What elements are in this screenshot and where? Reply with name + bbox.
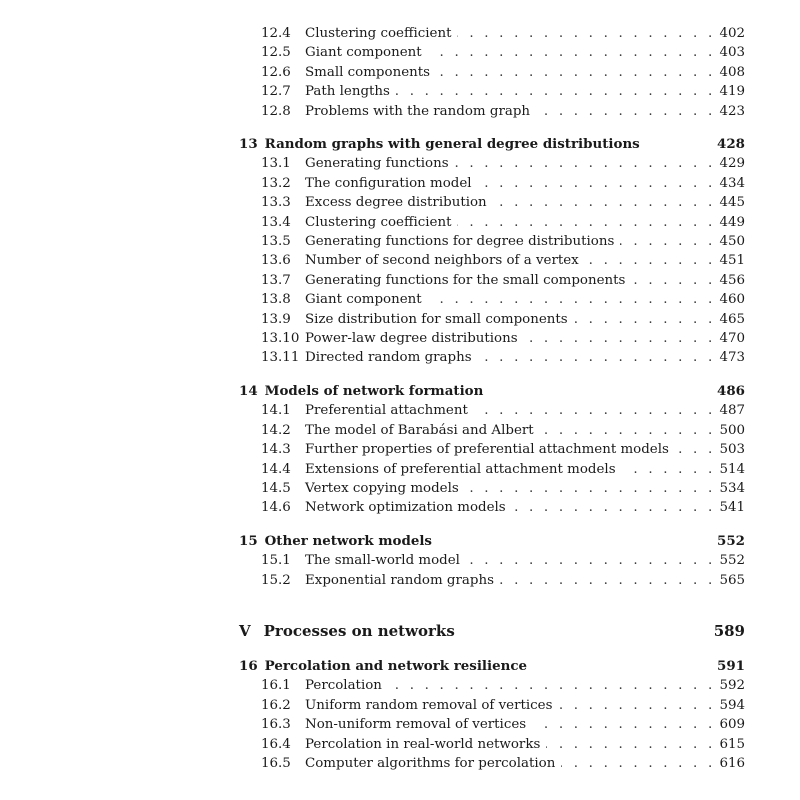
toc-chapter-row[interactable] bbox=[239, 657, 745, 676]
toc-page-number: 402 bbox=[719, 26, 745, 41]
toc-page-number: 419 bbox=[719, 84, 745, 100]
dot-leader bbox=[466, 551, 715, 570]
toc-section-row[interactable] bbox=[239, 754, 745, 773]
dot-leader bbox=[478, 174, 716, 193]
toc-entry-title: Percolation and network resilience bbox=[264, 658, 528, 674]
toc-entry-title: Non-uniform removal of vertices bbox=[305, 717, 527, 733]
toc-entry-number: 14.1 bbox=[261, 403, 291, 419]
toc-entry-number: 16.2 bbox=[261, 697, 291, 713]
toc-entry-title: Excess degree distribution bbox=[305, 195, 487, 211]
toc-section-row[interactable] bbox=[239, 440, 745, 459]
toc-entry-number: 16.3 bbox=[261, 717, 291, 733]
toc-entry-title: Random graphs with general degree distributions bbox=[264, 136, 640, 152]
dot-leader bbox=[561, 754, 715, 773]
toc-entry-title: Uniform random removal of vertices bbox=[305, 697, 553, 713]
toc-section-row[interactable] bbox=[239, 174, 745, 193]
toc-page-number: 456 bbox=[719, 272, 745, 288]
dot-leader bbox=[465, 479, 716, 498]
toc-section-row[interactable] bbox=[239, 696, 745, 715]
toc-entry-title: Other network models bbox=[264, 533, 432, 549]
toc-page-number: 592 bbox=[719, 678, 745, 694]
toc-section-row[interactable] bbox=[239, 290, 745, 309]
toc-section-row[interactable] bbox=[239, 251, 745, 270]
dot-leader bbox=[388, 676, 716, 695]
toc-entry-number: 12.7 bbox=[261, 84, 291, 100]
toc-entry-number: 14.3 bbox=[261, 442, 291, 458]
toc-section-row[interactable] bbox=[239, 348, 745, 367]
toc-page-number: 450 bbox=[719, 234, 745, 249]
dot-leader bbox=[512, 498, 716, 517]
toc-page-number: 500 bbox=[719, 422, 745, 438]
toc-entry-number: V bbox=[239, 622, 251, 640]
dot-leader bbox=[428, 290, 716, 309]
toc-page-number: 451 bbox=[719, 253, 745, 269]
toc-page-number: 434 bbox=[719, 175, 745, 191]
toc-entry-number: 13.5 bbox=[261, 234, 291, 249]
toc-entry-number: 13.6 bbox=[261, 253, 291, 269]
toc-section-row[interactable] bbox=[239, 310, 745, 329]
toc-page-number: 465 bbox=[719, 311, 745, 327]
dot-leader bbox=[436, 63, 715, 82]
toc-entry-number: 13.9 bbox=[261, 311, 291, 327]
toc-page-number: 615 bbox=[719, 736, 745, 752]
toc-page-number: 552 bbox=[719, 553, 745, 569]
dot-leader bbox=[532, 715, 715, 734]
dot-leader bbox=[546, 735, 715, 754]
toc-section-row[interactable] bbox=[239, 271, 745, 290]
toc-entry-title: Models of network formation bbox=[264, 383, 484, 399]
toc-page-number: 541 bbox=[719, 500, 745, 516]
toc-section-row[interactable] bbox=[239, 329, 745, 348]
toc-entry-number: 13.4 bbox=[261, 214, 291, 230]
toc-entry-title: Network optimization models bbox=[305, 500, 506, 516]
toc-entry-title: Path lengths bbox=[305, 84, 390, 100]
toc-entry-number: 14 bbox=[239, 383, 258, 399]
toc-entry-title: The small-world model bbox=[305, 553, 460, 569]
toc-entry-title: Number of second neighbors of a vertex bbox=[305, 253, 579, 269]
toc-entry-number: 13.2 bbox=[261, 175, 291, 191]
toc-entry-number: 13 bbox=[239, 136, 258, 152]
toc-section-row[interactable] bbox=[239, 551, 745, 570]
dot-leader bbox=[574, 310, 716, 329]
toc-section-row[interactable] bbox=[239, 63, 745, 82]
toc-entry-title: The model of Barabási and Albert bbox=[305, 422, 534, 438]
toc-page-number: 423 bbox=[719, 103, 745, 119]
toc-entry-number: 13.1 bbox=[261, 156, 291, 172]
toc-page-number: 565 bbox=[719, 572, 745, 588]
dot-leader bbox=[457, 213, 715, 232]
toc-entry-number: 13.8 bbox=[261, 292, 291, 308]
dot-leader bbox=[500, 571, 715, 590]
toc-entry-title: Size distribution for small components bbox=[305, 311, 568, 327]
toc-entry-number: 15.1 bbox=[261, 553, 291, 569]
toc-entry-number: 14.6 bbox=[261, 500, 291, 516]
toc-entry-title: Giant component bbox=[305, 45, 422, 61]
toc-entry-number: 14.2 bbox=[261, 422, 291, 438]
toc-section-row[interactable] bbox=[239, 82, 745, 101]
toc-page-number: 487 bbox=[719, 403, 745, 419]
toc-section-row[interactable] bbox=[239, 102, 745, 121]
toc-page-number: 609 bbox=[719, 717, 745, 733]
toc-entry-title: Percolation in real-world networks bbox=[305, 736, 541, 752]
toc-page-number: 616 bbox=[719, 756, 745, 771]
dot-leader bbox=[396, 82, 716, 101]
toc-page-number: 429 bbox=[719, 156, 745, 172]
toc-section-row[interactable] bbox=[239, 401, 745, 420]
toc-entry-number: 12.6 bbox=[261, 64, 291, 80]
toc-entry-title: Further properties of preferential attachment models bbox=[305, 442, 669, 458]
toc-page-number: 591 bbox=[717, 658, 745, 674]
toc-page-number: 408 bbox=[719, 64, 745, 80]
toc-section-row[interactable] bbox=[239, 571, 745, 590]
toc-entry-number: 16.5 bbox=[261, 756, 291, 771]
toc-entry-title: Vertex copying models bbox=[305, 481, 459, 496]
toc-entry-title: Computer algorithms for percolation bbox=[305, 756, 556, 771]
toc-entry-title: Preferential attachment bbox=[305, 403, 468, 419]
toc-page-number: 589 bbox=[713, 622, 745, 640]
toc-entry-number: 15 bbox=[239, 533, 258, 549]
toc-entry-number: 12.5 bbox=[261, 45, 291, 61]
toc-section-row[interactable] bbox=[239, 232, 745, 251]
toc-page-number: 594 bbox=[719, 697, 745, 713]
toc-section-row[interactable] bbox=[239, 676, 745, 695]
toc-chapter-row[interactable] bbox=[239, 382, 745, 401]
toc-entry-title: The configuration model bbox=[305, 175, 472, 191]
toc-section-row[interactable] bbox=[239, 193, 745, 212]
toc-section-row[interactable] bbox=[239, 498, 745, 517]
toc-page-number: 552 bbox=[717, 533, 745, 549]
dot-leader bbox=[620, 232, 715, 251]
toc-entry-number: 15.2 bbox=[261, 572, 291, 588]
dot-leader bbox=[540, 421, 716, 440]
toc-chapter-row[interactable] bbox=[239, 532, 745, 551]
toc-entry-title: Exponential random graphs bbox=[305, 572, 494, 588]
toc-section-row[interactable] bbox=[239, 479, 745, 498]
dot-leader bbox=[536, 102, 715, 121]
toc-section-row[interactable] bbox=[239, 421, 745, 440]
toc-entry-title: Percolation bbox=[305, 678, 382, 694]
dot-leader bbox=[631, 271, 715, 290]
toc-entry-title: Directed random graphs bbox=[305, 350, 472, 366]
toc-entry-title: Problems with the random graph bbox=[305, 103, 531, 119]
toc-entry-title: Small components bbox=[305, 64, 430, 80]
toc-page-number: 449 bbox=[719, 214, 745, 230]
toc-page-number: 503 bbox=[719, 442, 745, 458]
dot-leader bbox=[585, 251, 716, 270]
toc-entry-number: 12.8 bbox=[261, 103, 291, 119]
dot-leader bbox=[493, 193, 716, 212]
toc-page-number: 445 bbox=[719, 195, 745, 211]
dot-leader bbox=[455, 154, 716, 173]
toc-entry-number: 13.3 bbox=[261, 195, 291, 211]
toc-chapter-row[interactable] bbox=[239, 135, 745, 154]
toc-entry-title: Clustering coefficient bbox=[305, 26, 452, 41]
toc-entry-number: 14.4 bbox=[261, 461, 291, 477]
toc-entry-number: 13.10 bbox=[261, 331, 300, 346]
dot-leader bbox=[474, 401, 716, 420]
toc-section-row[interactable] bbox=[239, 213, 745, 232]
toc-section-row[interactable] bbox=[239, 460, 745, 479]
toc-entry-number: 16 bbox=[239, 658, 258, 674]
toc-page-number: 534 bbox=[719, 481, 745, 496]
toc-section-row[interactable] bbox=[239, 735, 745, 754]
toc-section-row[interactable] bbox=[239, 715, 745, 734]
toc-page-number: 486 bbox=[717, 383, 745, 399]
toc-entry-title: Giant component bbox=[305, 292, 422, 308]
toc-page-number: 470 bbox=[719, 331, 745, 346]
toc-page-number: 514 bbox=[719, 461, 745, 477]
toc-section-row[interactable] bbox=[239, 154, 745, 173]
toc-page-number: 428 bbox=[717, 136, 745, 152]
toc-entry-number: 14.5 bbox=[261, 481, 291, 496]
toc-section-row[interactable] bbox=[239, 24, 745, 43]
toc-entry-title: Generating functions for degree distributions bbox=[305, 234, 615, 249]
dot-leader bbox=[478, 348, 716, 367]
dot-leader bbox=[457, 24, 715, 43]
toc-entry-title: Extensions of preferential attachment models bbox=[305, 461, 616, 477]
toc-section-row[interactable] bbox=[239, 43, 745, 62]
toc-entry-title: Clustering coefficient bbox=[305, 214, 452, 230]
toc-page-number: 403 bbox=[719, 45, 745, 61]
toc-entry-number: 13.11 bbox=[261, 350, 300, 366]
toc-entry-number: 13.7 bbox=[261, 272, 291, 288]
dot-leader bbox=[428, 43, 716, 62]
dot-leader bbox=[622, 460, 716, 479]
dot-leader bbox=[524, 329, 716, 348]
toc-entry-title: Power-law degree distributions bbox=[305, 331, 518, 346]
dot-leader bbox=[675, 440, 716, 459]
toc-entry-title: Generating functions bbox=[305, 156, 449, 172]
toc-page-number: 460 bbox=[719, 292, 745, 308]
toc-part-row[interactable] bbox=[239, 622, 745, 641]
toc-entry-number: 16.1 bbox=[261, 678, 291, 694]
toc-entry-number: 12.4 bbox=[261, 26, 291, 41]
toc-entry-title: Generating functions for the small components bbox=[305, 272, 626, 288]
dot-leader bbox=[558, 696, 715, 715]
toc-entry-title: Processes on networks bbox=[263, 622, 455, 640]
toc-entry-number: 16.4 bbox=[261, 736, 291, 752]
toc-page-number: 473 bbox=[719, 350, 745, 366]
